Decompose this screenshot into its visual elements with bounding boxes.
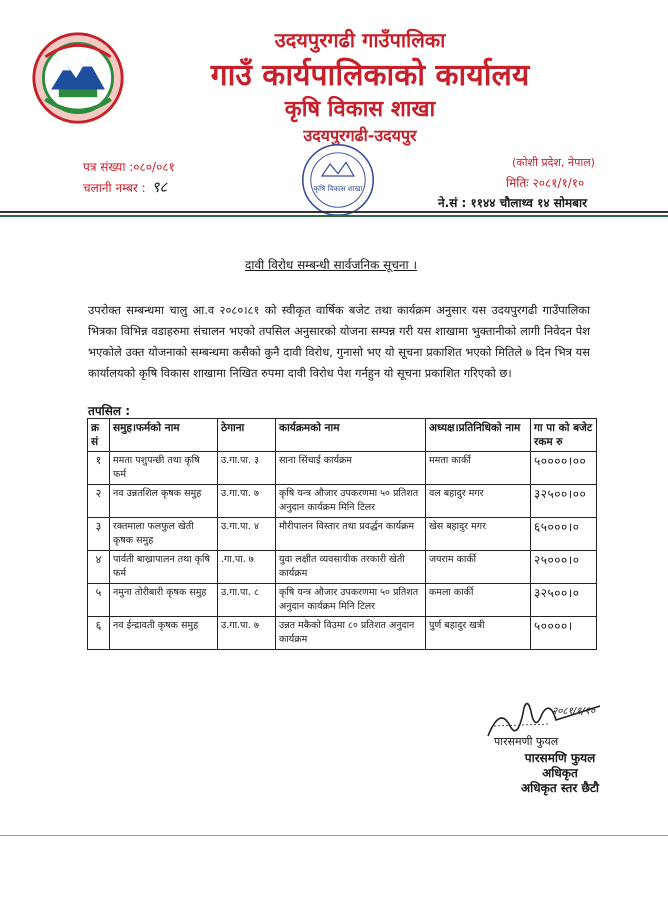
cell-group: नव ईन्द्रावती कृषक समुह [110,617,218,650]
letter-date: मितिः २०८१/१/१० [506,176,585,190]
cell-group: ममता पशुपन्छी तथा कृषि फर्म [110,452,218,485]
table-row [88,452,597,485]
province-label: (कोशी प्रदेश, नेपाल) [512,156,595,169]
cell-group: रक्तमाला फलफुल खेती कृषक समुह [110,518,218,551]
header-divider [0,211,668,213]
cell-chair: जयराम कार्की [426,551,531,584]
cell-group: पार्वती बाख्रापालन तथा कृषि फर्म [110,551,218,584]
table-row [88,617,597,650]
cell-program: साना सिंचाई कार्यक्रम [276,452,426,485]
branch-title: कृषि विकास शाखा [284,97,436,122]
dispatch-number-value: ९८ [151,178,168,196]
header-amount: गा पा को बजेट रकम रु [531,419,597,452]
signatory-name: पारसमणी फुयल [494,735,559,748]
cell-address: उ.गा.पा. ७ [218,485,276,518]
cell-address: उ.गा.पा. ४ [218,518,276,551]
cell-group: नव उन्नतशिल कृषक समुह [110,485,218,518]
municipality-name: उदयपुरगढी गाउँपालिका [274,28,446,52]
cell-address: उ.गा.पा. ७ [218,617,276,650]
cell-amount: २५०००।० [531,551,597,584]
cell-address: उ.गा.पा. ३ [218,452,276,485]
table-row [88,518,597,551]
header-program: कार्यक्रमको नाम [276,419,426,452]
dispatch-number [83,177,167,197]
header-divider-green [0,215,668,217]
cell-amount: ६५०००।० [531,518,597,551]
cell-program: कृषि यन्त्र औजार उपकरणमा ५० प्रतिशत अनुदान कार्यक्रम मिनि टिलर [276,584,426,617]
details-label: तपसिल : [88,404,130,418]
stamp-title: अधिकृत [542,766,578,780]
footer-divider [0,835,668,836]
table-header-row [88,419,597,452]
cell-sn: ४ [88,551,110,584]
cell-program: युवा लक्षीत व्यवसायीक तरकारी खेती कार्यक्रम [276,551,426,584]
office-title: गाउँ कार्यपालिकाको कार्यालय [210,58,530,93]
header-chair: अध्यक्ष।प्रतिनिधिको नाम [426,419,531,452]
seal-text: कृषि विकास शाखा [313,184,363,194]
projects-table [87,418,597,650]
stamp-level: अधिकृत स्तर छैटौ [520,781,600,795]
table-row [88,584,597,617]
header-sn: क्र सं [88,419,110,452]
cell-sn: १ [88,452,110,485]
signature-date: २०८१/१/१० [552,706,596,717]
header-group: समुह।फर्मको नाम [110,419,218,452]
cell-address: उ.गा.पा. ८ [218,584,276,617]
office-address: उदयपुरगढी-उदयपुर [303,126,417,145]
cell-sn: ३ [88,518,110,551]
cell-chair: वल बहादुर मगर [426,485,531,518]
cell-amount: ५००००।०० [531,452,597,485]
cell-amount: ३२५००।० [531,584,597,617]
cell-sn: २ [88,485,110,518]
cell-chair: ममता कार्की [426,452,531,485]
cell-program: मौरीपालन विस्तार तथा प्रवर्द्धन कार्यक्रम [276,518,426,551]
office-seal-icon [298,140,378,220]
cell-program: कृषि यन्त्र औजार उपकरणमा ५० प्रतिशत अनुदान कार्यक्रम मिनि टिलर [276,485,426,518]
official-stamp [500,751,620,796]
cell-address: .गा.पा. ७ [218,551,276,584]
table-row [88,485,597,518]
cell-group: नमुना तोरीबारी कृषक समुह [110,584,218,617]
notice-title: दावी विरोध सम्बन्धी सार्वजनिक सूचना । [245,258,418,272]
table-row [88,551,597,584]
letter-number: पत्र संख्या :०८०/०८१ [83,160,175,174]
cell-chair: कमला कार्की [426,584,531,617]
cell-program: उन्नत मकैको विउमा ८० प्रतिशत अनुदान कार्यक्रम [276,617,426,650]
cell-sn: ६ [88,617,110,650]
nepal-sambat-date: ने.सं : ११४४ चौलाथ्व १४ सोमबार [438,196,587,210]
notice-body: उपरोक्त सम्बन्धमा चालु आ.व २०८०।८१ को स्वीकृत वार्षिक बजेट तथा कार्यक्रम अनुसार यस उदयपुरगढी गाउँपालिका भित्रका विभिन्न वडाहरुमा संचालन भएको तपसिल अनुसारको योजना सम्पन्न गरी यस शाखामा भुक्तानीको लागी निवेदन पेश भएकोले उक्त योजनाको सम्बन्धमा कसैको कुनै दावी विरोध, गुनासो भए यो सूचना प्रकाशित भएको मितिले ७ दिन भित्र यस कार्यालयको कृषि विकास शाखामा निखित रुपमा दावी विरोध पेश गर्नहुन यो सूचना प्रकाशित गरिएको छ। [88,303,590,380]
header-address: ठेगाना [218,419,276,452]
dispatch-number-label: चलानी नम्बर : [83,181,146,195]
cell-amount: ५००००। [531,617,597,650]
stamp-name: पारसमणि फुयल [524,751,596,765]
cell-amount: ३२५००।०० [531,485,597,518]
cell-chair: खेस बहादुर मगर [426,518,531,551]
cell-sn: ५ [88,584,110,617]
cell-chair: पुर्ण बहादुर खत्री [426,617,531,650]
